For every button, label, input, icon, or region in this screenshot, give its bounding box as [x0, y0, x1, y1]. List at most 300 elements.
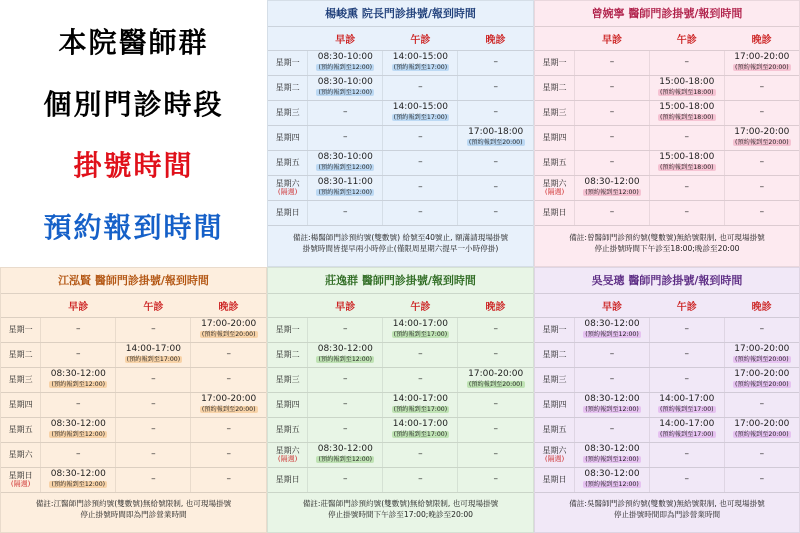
schedule-cell	[724, 392, 799, 417]
schedule-cell	[41, 392, 116, 417]
checkin-deadline-badge: (預約報到至20:00)	[201, 330, 256, 338]
clinic-time: –	[609, 157, 615, 168]
clinic-time: –	[418, 182, 423, 193]
clinic-time: –	[684, 324, 690, 335]
clinic-time: 08:30-12:00	[50, 419, 106, 430]
day-label: 星期六 (隔週)	[268, 442, 308, 467]
schedule-cell	[458, 150, 533, 175]
clinic-time: –	[493, 107, 498, 118]
schedule-cell	[649, 317, 724, 342]
clinic-time: –	[609, 57, 615, 68]
day-label: 星期二	[1, 342, 41, 367]
schedule-cell	[649, 417, 724, 442]
clinic-time: –	[343, 424, 348, 435]
schedule-cell	[724, 175, 799, 200]
footnote-line: 掛號時間皆提早兩小時停止(僅限周星期六提早一小時停掛)	[302, 243, 499, 253]
clinic-time: 17:00-20:00	[734, 419, 790, 430]
schedule-cell	[458, 417, 533, 442]
checkin-deadline-badge: (預約報到至12:00)	[318, 455, 373, 463]
panel-footnote	[268, 494, 533, 532]
checkin-deadline-badge: (預約報到至18:00)	[659, 163, 714, 171]
clinic-time: –	[493, 399, 498, 410]
table-header-session: 晚診	[191, 294, 266, 317]
table-header-session: 晚診	[724, 294, 799, 317]
day-label: 星期二	[268, 342, 308, 367]
schedule-cell	[383, 175, 458, 200]
table-row	[268, 50, 533, 75]
clinic-time: –	[226, 349, 231, 360]
schedule-cell	[649, 125, 724, 150]
table-header-session: 早診	[41, 294, 116, 317]
clinic-time: –	[759, 207, 765, 218]
table-row	[268, 175, 533, 200]
schedule-cell	[458, 392, 533, 417]
clinic-time: 08:30-12:00	[317, 444, 373, 455]
day-label: 星期五	[268, 417, 308, 442]
clinic-time: –	[684, 374, 690, 385]
day-label: 星期六 (隔週)	[535, 175, 575, 200]
table-row	[268, 367, 533, 392]
schedule-cell	[383, 125, 458, 150]
clinic-time: –	[493, 207, 498, 218]
day-label: 星期三	[268, 367, 308, 392]
clinic-time: –	[76, 349, 81, 360]
day-label: 星期一	[535, 317, 575, 342]
clinic-time: –	[609, 424, 615, 435]
checkin-deadline-badge: (預約報到至17:00)	[393, 113, 448, 121]
schedule-cell	[383, 100, 458, 125]
schedule-cell	[724, 417, 799, 442]
clinic-time: –	[609, 132, 615, 143]
clinic-time: –	[343, 107, 348, 118]
clinic-time: –	[609, 82, 615, 93]
schedule-cell	[649, 50, 724, 75]
schedule-cell	[41, 442, 116, 467]
day-label: 星期一	[268, 317, 308, 342]
clinic-time: –	[418, 474, 423, 485]
schedule-cell	[116, 367, 191, 392]
schedule-cell	[724, 367, 799, 392]
schedule-cell	[191, 467, 266, 492]
day-label: 星期四	[1, 392, 41, 417]
clinic-time: –	[684, 207, 690, 218]
table-header-session: 早診	[308, 27, 383, 50]
clinic-time: –	[609, 349, 615, 360]
clinic-time: –	[759, 157, 765, 168]
schedule-cell	[575, 175, 650, 200]
schedule-cell	[724, 150, 799, 175]
table-header-session: 晚診	[458, 294, 533, 317]
table-header-day	[268, 294, 308, 317]
schedule-cell	[308, 367, 383, 392]
table-row	[1, 467, 266, 492]
table-row	[535, 175, 799, 200]
schedule-table	[535, 294, 799, 493]
schedule-cell	[308, 75, 383, 100]
table-row	[1, 442, 266, 467]
clinic-time: –	[493, 449, 498, 460]
checkin-deadline-badge: (預約報到至12:00)	[51, 480, 106, 488]
footnote-line: 停止掛號時間即為門診營業時間	[613, 509, 721, 519]
table-header-session: 午診	[649, 27, 724, 50]
clinic-time: –	[418, 207, 423, 218]
clinic-time: 17:00-20:00	[201, 319, 257, 330]
table-header-session: 早診	[575, 294, 650, 317]
clinic-time: –	[759, 182, 765, 193]
day-label: 星期五	[535, 150, 575, 175]
schedule-cell	[575, 392, 650, 417]
day-label: 星期一	[268, 50, 308, 75]
clinic-time: –	[493, 57, 498, 68]
clinic-time: –	[493, 474, 498, 485]
schedule-cell	[575, 367, 650, 392]
checkin-deadline-badge: (預約報到至12:00)	[318, 88, 373, 96]
schedule-cell	[308, 200, 383, 225]
schedule-cell	[458, 342, 533, 367]
intro-panel	[0, 0, 267, 267]
schedule-cell	[191, 442, 266, 467]
table-row	[535, 392, 799, 417]
table-row	[268, 150, 533, 175]
checkin-deadline-badge: (預約報到至17:00)	[393, 63, 448, 71]
schedule-cell	[458, 367, 533, 392]
table-row	[535, 200, 799, 225]
table-row	[535, 150, 799, 175]
table-row	[535, 100, 799, 125]
table-row	[268, 392, 533, 417]
alternate-week-note: (隔週)	[544, 188, 565, 197]
schedule-cell	[383, 417, 458, 442]
footnote-line: 停止掛號時間即為門診營業時間	[80, 509, 187, 519]
checkin-deadline-badge: (預約報到至18:00)	[659, 88, 714, 96]
schedule-cell	[575, 50, 650, 75]
day-label: 星期三	[535, 367, 575, 392]
table-row	[268, 417, 533, 442]
schedule-cell	[41, 342, 116, 367]
schedule-cell	[41, 317, 116, 342]
checkin-deadline-badge: (預約報到至12:00)	[585, 188, 639, 196]
footnote-line: 備註:江醫師門診預約號(雙數號)無給號限制, 也可現場掛號	[35, 499, 232, 508]
footnote-line: 停止掛號時間下午診至17:00;晚診至20:00	[327, 509, 474, 519]
schedule-cell	[649, 467, 724, 492]
schedule-cell	[383, 150, 458, 175]
table-header-session: 早診	[575, 27, 650, 50]
clinic-time: –	[343, 474, 348, 485]
alternate-week-note: (隔週)	[277, 188, 298, 197]
table-row	[535, 50, 799, 75]
clinic-time: –	[759, 107, 765, 118]
table-row	[268, 100, 533, 125]
schedule-cell	[308, 442, 383, 467]
clinic-time: –	[684, 132, 690, 143]
clinic-time: 14:00-17:00	[659, 394, 715, 405]
schedule-cell	[116, 342, 191, 367]
checkin-deadline-badge: (預約報到至20:00)	[735, 355, 789, 363]
clinic-time: –	[493, 424, 498, 435]
clinic-time: 08:30-12:00	[584, 444, 640, 455]
checkin-deadline-badge: (預約報到至12:00)	[51, 430, 106, 438]
clinic-time: 17:00-20:00	[734, 344, 790, 355]
schedule-cell	[383, 75, 458, 100]
clinic-time: 08:30-12:00	[584, 319, 640, 330]
clinic-time: –	[226, 374, 231, 385]
schedule-cell	[575, 417, 650, 442]
schedule-cell	[383, 467, 458, 492]
checkin-deadline-badge: (預約報到至17:00)	[659, 430, 714, 438]
clinic-time: –	[151, 399, 156, 410]
schedule-cell	[458, 317, 533, 342]
checkin-deadline-badge: (預約報到至20:00)	[201, 405, 256, 413]
day-label: 星期二	[268, 75, 308, 100]
schedule-cell	[575, 342, 650, 367]
day-label: 星期日	[268, 467, 308, 492]
day-label: 星期二	[535, 75, 575, 100]
intro-line-3: 掛號時間	[73, 149, 194, 183]
clinic-time: –	[609, 207, 615, 218]
table-row	[535, 442, 799, 467]
schedule-cell	[649, 100, 724, 125]
table-row	[268, 317, 533, 342]
footnote-line: 停止掛號時間下午診至18:00;晚診至20:00	[594, 243, 740, 253]
day-label: 星期三	[268, 100, 308, 125]
schedule-cell	[308, 417, 383, 442]
intro-line-1: 本院醫師群	[58, 25, 209, 59]
day-label: 星期六 (隔週)	[268, 175, 308, 200]
clinic-time: –	[493, 82, 498, 93]
schedule-cell	[458, 100, 533, 125]
day-label: 星期一	[1, 317, 41, 342]
table-header-day	[1, 294, 41, 317]
day-label: 星期四	[268, 125, 308, 150]
day-label: 星期日	[535, 200, 575, 225]
clinic-time: –	[151, 324, 156, 335]
panel-title: 曾婉寧 醫師門診掛號/報到時間	[535, 1, 799, 27]
panel-title: 江泓賢 醫師門診掛號/報到時間	[1, 268, 266, 294]
day-label: 星期五	[268, 150, 308, 175]
clinic-time: –	[151, 449, 156, 460]
clinic-time: 08:30-12:00	[50, 369, 106, 380]
day-label: 星期三	[1, 367, 41, 392]
schedule-cell	[191, 417, 266, 442]
alternate-week-note: (隔週)	[10, 480, 31, 489]
panel-footnote	[268, 228, 533, 266]
checkin-deadline-badge: (預約報到至12:00)	[585, 455, 639, 463]
clinic-time: –	[493, 182, 498, 193]
footnote-line: 備註:吳醫師門診預約號(雙數號)無給號限制, 也可現場掛號	[569, 499, 765, 508]
schedule-table	[268, 294, 533, 493]
checkin-deadline-badge: (預約報到至17:00)	[659, 405, 714, 413]
schedule-cell	[649, 367, 724, 392]
table-row	[535, 467, 799, 492]
panel-title: 楊峻熏 院長門診掛號/報到時間	[268, 1, 533, 27]
table-row	[535, 75, 799, 100]
clinic-time: 15:00-18:00	[659, 102, 715, 113]
clinic-time: 15:00-18:00	[659, 152, 715, 163]
schedule-cell	[575, 317, 650, 342]
schedule-cell	[308, 342, 383, 367]
clinic-time: 14:00-17:00	[392, 319, 448, 330]
table-row	[268, 200, 533, 225]
table-row	[268, 442, 533, 467]
panel-footnote	[1, 494, 266, 532]
table-header-session: 午診	[383, 294, 458, 317]
clinic-time: 17:00-20:00	[201, 394, 257, 405]
schedule-cell	[649, 175, 724, 200]
schedule-cell	[575, 100, 650, 125]
table-row	[535, 417, 799, 442]
table-row	[1, 417, 266, 442]
clinic-time: –	[759, 474, 765, 485]
intro-line-2: 個別門診時段	[43, 87, 224, 121]
clinic-time: 14:00-17:00	[125, 344, 181, 355]
schedule-cell	[458, 442, 533, 467]
clinic-time: –	[226, 474, 231, 485]
schedule-cell	[308, 317, 383, 342]
schedule-cell	[308, 100, 383, 125]
schedule-cell	[724, 442, 799, 467]
day-label: 星期一	[535, 50, 575, 75]
checkin-deadline-badge: (預約報到至17:00)	[393, 330, 448, 338]
schedule-cell	[724, 75, 799, 100]
table-header-session: 午診	[116, 294, 191, 317]
schedule-cell	[191, 342, 266, 367]
clinic-time: –	[226, 449, 231, 460]
schedule-cell	[116, 467, 191, 492]
checkin-deadline-badge: (預約報到至17:00)	[393, 405, 448, 413]
doctor-schedule-panel	[534, 0, 800, 267]
schedule-cell	[724, 50, 799, 75]
clinic-time: 17:00-20:00	[734, 127, 790, 138]
doctor-schedule-panel	[267, 0, 534, 267]
day-label: 星期日	[268, 200, 308, 225]
schedule-table	[535, 27, 799, 226]
table-row	[1, 392, 266, 417]
schedule-cell	[383, 342, 458, 367]
checkin-deadline-badge: (預約報到至20:00)	[735, 63, 789, 71]
schedule-cell	[308, 392, 383, 417]
clinic-time: –	[343, 207, 348, 218]
checkin-deadline-badge: (預約報到至12:00)	[318, 63, 373, 71]
clinic-time: –	[343, 374, 348, 385]
schedule-cell	[308, 175, 383, 200]
table-row	[535, 342, 799, 367]
clinic-time: –	[418, 374, 423, 385]
table-header-session: 晚診	[724, 27, 799, 50]
footnote-line: 備註:曾醫師門診預約號(雙數號)無給號限制, 也可現場掛號	[569, 233, 765, 242]
clinic-time: 08:30-11:00	[317, 177, 373, 188]
checkin-deadline-badge: (預約報到至12:00)	[51, 380, 106, 388]
checkin-deadline-badge: (預約報到至17:00)	[126, 355, 181, 363]
clinic-time: 14:00-17:00	[392, 419, 448, 430]
clinic-time: –	[226, 424, 231, 435]
clinic-time: –	[418, 82, 423, 93]
checkin-deadline-badge: (預約報到至18:00)	[659, 113, 714, 121]
checkin-deadline-badge: (預約報到至20:00)	[735, 380, 789, 388]
clinic-time: –	[151, 424, 156, 435]
clinic-time: –	[609, 107, 615, 118]
schedule-cell	[724, 467, 799, 492]
schedule-cell	[724, 100, 799, 125]
schedule-cell	[724, 342, 799, 367]
clinic-time: –	[76, 399, 81, 410]
clinic-time: –	[493, 324, 498, 335]
table-row	[268, 467, 533, 492]
table-row	[268, 125, 533, 150]
checkin-deadline-badge: (預約報到至20:00)	[735, 430, 789, 438]
table-row	[535, 125, 799, 150]
clinic-time: 14:00-17:00	[392, 394, 448, 405]
clinic-time: 14:00-15:00	[392, 52, 448, 63]
clinic-time: 08:30-10:00	[317, 52, 373, 63]
schedule-cell	[116, 392, 191, 417]
schedule-cell	[575, 75, 650, 100]
clinic-time: 08:30-12:00	[317, 344, 373, 355]
clinic-time: 08:30-10:00	[317, 77, 373, 88]
doctor-schedule-panel	[0, 267, 267, 533]
schedule-cell	[383, 442, 458, 467]
schedule-cell	[308, 150, 383, 175]
schedule-cell	[649, 392, 724, 417]
schedule-cell	[458, 467, 533, 492]
schedule-cell	[383, 200, 458, 225]
table-row	[535, 367, 799, 392]
clinic-time: –	[759, 449, 765, 460]
schedule-cell	[724, 200, 799, 225]
clinic-time: 08:30-12:00	[584, 177, 640, 188]
schedule-table	[1, 294, 266, 493]
panel-footnote	[535, 494, 799, 532]
day-label: 星期六	[1, 442, 41, 467]
checkin-deadline-badge: (預約報到至12:00)	[585, 480, 639, 488]
schedule-cell	[458, 125, 533, 150]
clinic-time: –	[493, 349, 498, 360]
schedule-cell	[458, 175, 533, 200]
clinic-time: –	[151, 474, 156, 485]
schedule-cell	[383, 317, 458, 342]
day-label: 星期二	[535, 342, 575, 367]
table-row	[535, 317, 799, 342]
clinic-time: –	[684, 349, 690, 360]
clinic-time: –	[684, 449, 690, 460]
clinic-time: –	[76, 324, 81, 335]
schedule-cell	[649, 442, 724, 467]
schedule-cell	[724, 125, 799, 150]
schedule-cell	[116, 417, 191, 442]
clinic-time: 14:00-17:00	[659, 419, 715, 430]
schedule-cell	[308, 125, 383, 150]
table-header-session: 早診	[308, 294, 383, 317]
day-label: 星期五	[1, 417, 41, 442]
table-header-day	[535, 27, 575, 50]
clinic-time: 08:30-12:00	[584, 469, 640, 480]
clinic-time: –	[343, 399, 348, 410]
table-header-day	[535, 294, 575, 317]
table-row	[1, 342, 266, 367]
clinic-time: 08:30-12:00	[584, 394, 640, 405]
clinic-time: –	[418, 157, 423, 168]
clinic-time: –	[759, 399, 765, 410]
day-label: 星期四	[535, 392, 575, 417]
schedule-cell	[649, 200, 724, 225]
day-label: 星期日 (隔週)	[1, 467, 41, 492]
schedule-cell	[191, 367, 266, 392]
schedule-cell	[383, 367, 458, 392]
schedule-cell	[724, 317, 799, 342]
schedule-cell	[116, 442, 191, 467]
clinic-time: –	[684, 474, 690, 485]
clinic-time: 17:00-18:00	[468, 127, 524, 138]
schedule-cell	[575, 442, 650, 467]
